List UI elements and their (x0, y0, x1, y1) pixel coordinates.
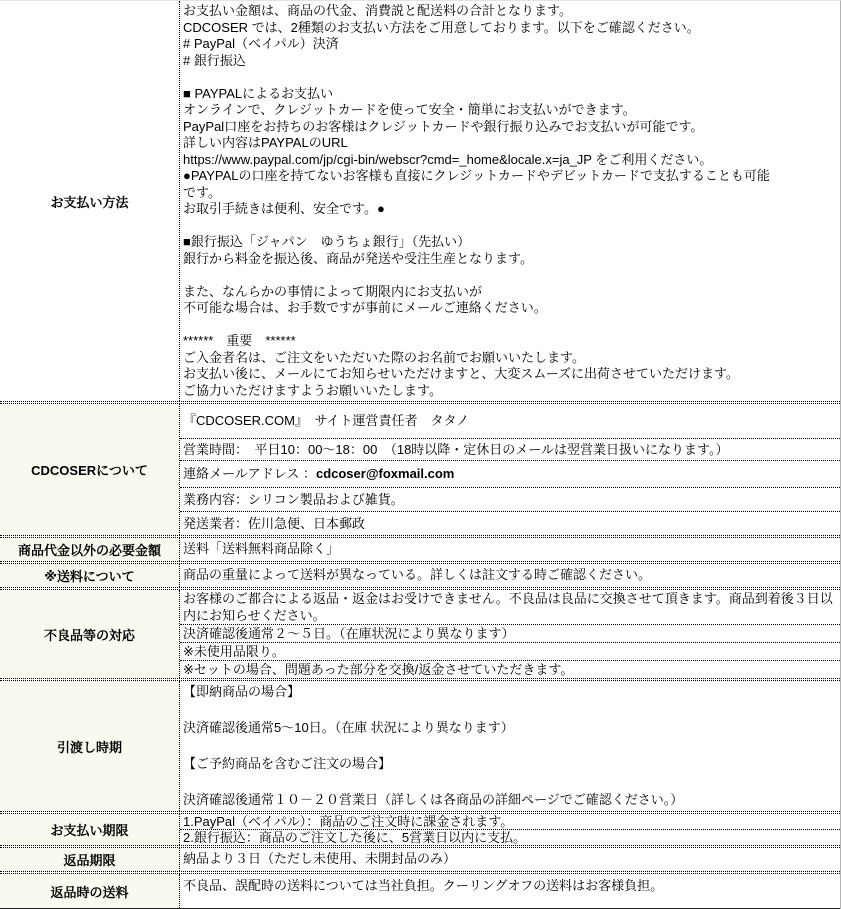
row-header-shipping-note: ※送料について (0, 564, 180, 587)
row-header-payment-method: お支払い方法 (0, 1, 180, 401)
bank-heading: ■銀行振込「ジャパン ゆうちょ銀行」（先払い） (183, 234, 471, 249)
row-content-delivery-time (180, 681, 840, 811)
row-content-about (180, 404, 840, 535)
table-row-payment-method (0, 1, 840, 402)
table-row-shipping-note (0, 563, 840, 588)
text-line: オンラインで、クレジットカードを使って安全・簡単にお支払いができます。 (183, 102, 636, 117)
table-row-about (0, 403, 840, 536)
text-line: 不可能な場合は、お手数ですが事前にメールご連絡ください。 (183, 300, 547, 315)
important-heading: ****** 重要 ****** (183, 333, 296, 348)
text-line: 銀行から料金を振込後、商品が発送や受注生産となります。 (183, 250, 533, 266)
return-deadline-text: 納品より３日（ただし未使用、未開封品のみ） (183, 851, 457, 866)
table-row-delivery-time (0, 680, 840, 812)
preorder-timing: 決済確認後通常１０－２０営業日（詳しくは各商品の詳細ページでご確認ください。） (183, 792, 684, 807)
row-content-shipping-note (180, 564, 840, 587)
deadline-paypal: 1.PayPal（ベイパル）：商品のご注文時に課金されます。 (180, 814, 840, 830)
extra-fees-text: 送料「送料無料商品除く」 (183, 541, 340, 556)
defects-set-note: ※セットの場合、問題あった部分を交換/返金させていただきます。 (183, 662, 574, 677)
shipping-note-text: 商品の重量によって送料が異なっている。詳しくは註文する時ご確認ください。 (183, 567, 652, 582)
paypal-url: https://www.paypal.com/jp/cgi-bin/webscr?cmd=_home&locale.x=ja_JP をご利用ください。 (183, 151, 713, 167)
blank-line (180, 773, 840, 791)
defects-timing: 決済確認後通常２～５日。（在庫状況により異なります） (180, 625, 840, 643)
text-line: お支払い後に、メールにてお知らせいただけますと、大変スムーズに出荷させていただけます。 (183, 366, 740, 381)
text-line: PayPal口座をお持ちのお客様はクレジットカードや銀行振り込みでお支払いが可能です。 (183, 118, 704, 134)
text-line-bank-option: # 銀行振込 (183, 52, 246, 68)
text-line: お支払い金額は、商品の代金、消費説と配送料の合計となります。 (183, 3, 572, 18)
contact-email: cdcoser@foxmail.com (315, 466, 455, 481)
text-line: です。 (183, 184, 221, 200)
row-header-return-deadline: 返品期限 (0, 848, 180, 871)
blank-line (180, 701, 840, 719)
business-description: 業務内容：シリコン製品および雑貨。 (180, 488, 840, 512)
table-row-defects (0, 589, 840, 679)
text-line: ご協力いただけますようお願いいたします。 (183, 382, 442, 398)
table-row-return-deadline (0, 847, 840, 872)
deadline-bank: 2.銀行振込：商品のご注文した後に、5営業日以内に支払。 (183, 830, 527, 845)
text-line: 詳しい内容はPAYPALのURL (183, 135, 348, 150)
preorder-heading: 【ご予約商品を含むご注文の場合】 (183, 756, 392, 771)
instock-timing: 決済確認後通常5～10日。（在庫 状況により異なります） (183, 720, 514, 735)
table-row-extra-fees (0, 537, 840, 562)
text-line: ご入金者名は、ご注文をいただいた際のお名前でお願いいたします。 (183, 349, 585, 365)
shipping-carriers: 発送業者：佐川急便、日本郵政 (183, 516, 366, 531)
contact-label: 連絡メールアドレス ： (183, 466, 316, 481)
blank-line (180, 69, 840, 86)
text-line-paypal-option: # PayPal（ベイパル）決済 (183, 36, 339, 51)
return-shipping-text: 不良品、誤配時の送料については当社負担。クーリングオフの送料はお客様負担。 (183, 878, 664, 893)
row-content-defects (180, 590, 840, 678)
paypal-heading: ■ PAYPALによるお支払い (183, 85, 334, 101)
row-header-extra-fees: 商品代金以外の必要金額 (0, 538, 180, 561)
row-header-return-shipping: 返品時の送料 (0, 874, 180, 908)
text-line: CDCOSER では、2種類のお支払い方法をご用意しております。以下をご確認ください。 (183, 19, 700, 35)
instock-heading: 【即納商品の場合】 (183, 684, 301, 699)
text-line: ●PAYPALの口座を持てないお客様も直接にクレジットカードやデビットカードで支払することも可能 (183, 168, 770, 183)
blank-line (180, 267, 840, 284)
text-line: お取引手続きは便利、安全です。● (183, 201, 385, 216)
row-header-delivery-time: 引渡し時期 (0, 681, 180, 811)
defects-unused-note: ※未使用品限り。 (180, 643, 840, 661)
table-row-payment-deadline (0, 813, 840, 846)
row-header-defects: 不良品等の対応 (0, 590, 180, 678)
row-header-about: CDCOSERについて (0, 404, 180, 535)
row-header-payment-deadline: お支払い期限 (0, 814, 180, 845)
row-content-extra-fees (180, 538, 840, 561)
blank-line (180, 317, 840, 334)
blank-line (180, 737, 840, 755)
row-content-payment-method (180, 1, 840, 401)
blank-line (180, 218, 840, 235)
row-content-return-shipping (180, 874, 840, 908)
contact-row (180, 461, 840, 488)
defects-policy: お客様のご都合による返品・返金はお受けできません。不良品は良品に交換させて頂きます。商品到着後３日以内にお知らせください。 (180, 590, 840, 625)
business-hours: 営業時間： 平日10：00～18：00 （18時以降・定休日のメールは翌営業日扱いになります。） (180, 439, 840, 461)
site-operator: 『CDCOSER.COM』 サイト運営責任者 タタノ (180, 404, 840, 439)
table-row-return-shipping (0, 873, 840, 909)
row-content-payment-deadline (180, 814, 840, 845)
text-line: また、なんらかの事情によって期限内にお支払いが (183, 283, 483, 299)
